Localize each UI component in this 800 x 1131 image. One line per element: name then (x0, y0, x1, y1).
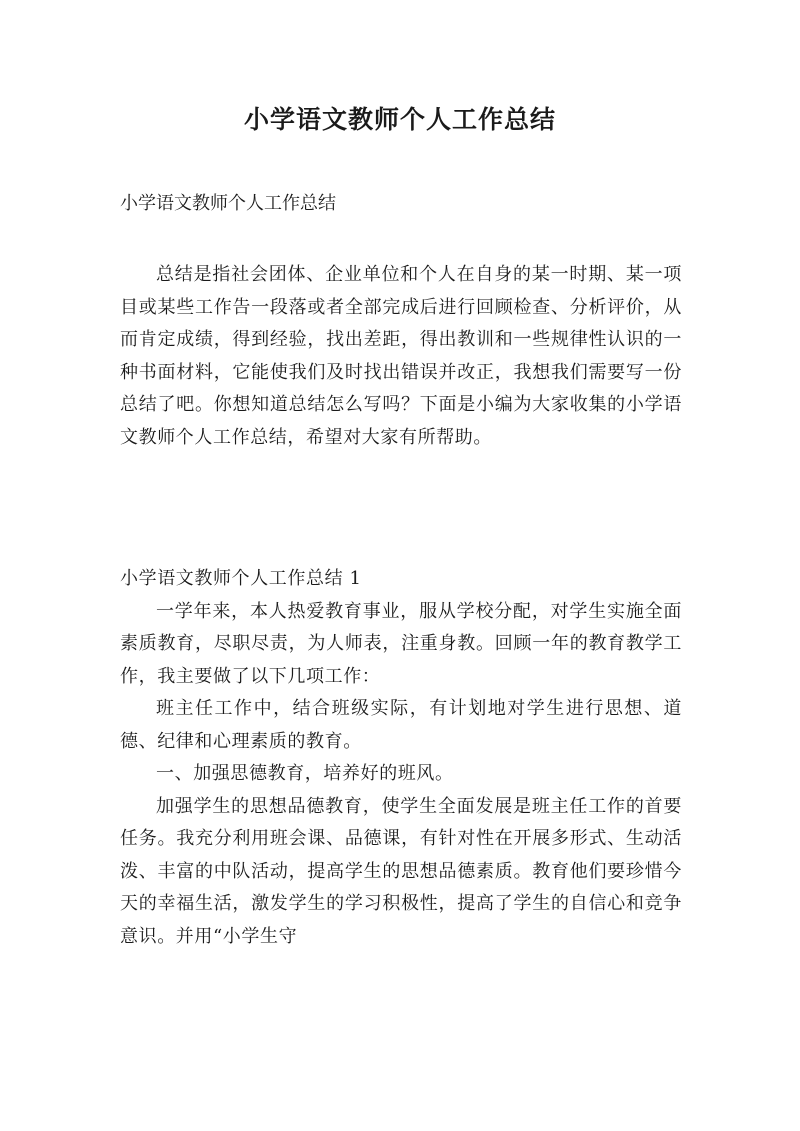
intro-paragraph: 总结是指社会团体、企业单位和个人在自身的某一时期、某一项目或某些工作告一段落或者全部完成后进行回顾检查、分析评价，从而肯定成绩，得到经验，找出差距，得出教训和一些规律性认识的一种书面材料，它能使我们及时找出错误并改正，我想我们需要写一份总结了吧。你想知道总结怎么写吗？下面是小编为大家收集的小学语文教师个人工作总结，希望对大家有所帮助。 (120, 264, 682, 448)
body-paragraph: 一、加强思德教育，培养好的班风。 (156, 763, 454, 784)
document-title: 小学语文教师个人工作总结 (243, 105, 556, 134)
document-subtitle: 小学语文教师个人工作总结 (120, 193, 336, 214)
body-paragraph: 一学年来，本人热爱教育事业，服从学校分配，对学生实施全面素质教育，尽职尽责，为人师表，注重身教。回顾一年的教育教学工作，我主要做了以下几项工作： (120, 600, 682, 687)
body-paragraph: 班主任工作中，结合班级实际，有计划地对学生进行思想、道德、纪律和心理素质的教育。 (120, 698, 682, 752)
body-paragraph: 加强学生的思想品德教育，使学生全面发展是班主任工作的首要任务。我充分利用班会课、品德课，有针对性在开展多形式、生动活泼、丰富的中队活动，提高学生的思想品德素质。教育他们要珍惜今天的幸福生活，激发学生的学习积极性，提高了学生的自信心和竞争意识。并用“小学生守 (120, 795, 682, 947)
section-1 (120, 563, 682, 953)
section-heading: 小学语文教师个人工作总结 1 (120, 568, 362, 589)
